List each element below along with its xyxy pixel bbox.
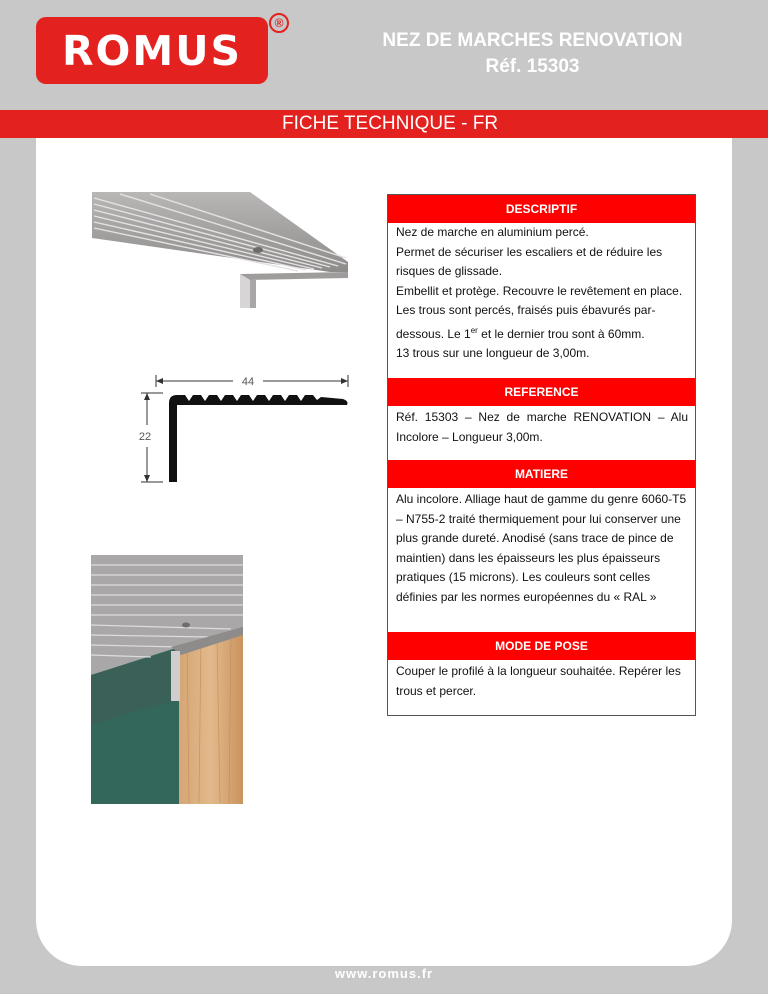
descriptif-body <box>396 223 688 364</box>
descriptif-text: et le dernier trou sont à 60mm. <box>477 326 645 341</box>
romus-logo <box>36 17 268 84</box>
mode-de-pose-body: Couper le profilé à la longueur souhaitée. Repérer les trous et percer. <box>396 664 681 698</box>
descriptif-heading: DESCRIPTIF <box>388 195 695 223</box>
descriptif-line: Embellit et protège. Recouvre le revêtement en place. <box>396 283 683 298</box>
product-reference: Réf. 15303 <box>485 56 580 77</box>
product-photo-profile <box>90 190 350 310</box>
profile-cross-section-drawing <box>133 365 353 485</box>
reference-heading: REFERENCE <box>388 378 695 406</box>
descriptif-line: 13 trous sur une longueur de 3,00m. <box>396 346 590 360</box>
descriptif-text: Les trous sont percés, fraisés puis ébavurés par-dessous. Le 1 <box>396 303 656 341</box>
reference-body: Réf. 15303 – Nez de marche RENOVATION – Alu Incolore – Longueur 3,00m. <box>396 410 688 444</box>
info-table <box>387 194 696 716</box>
product-name: NEZ DE MARCHES RENOVATION <box>382 30 683 51</box>
mode-de-pose-heading: MODE DE POSE <box>388 632 695 660</box>
descriptif-line: Nez de marche en aluminium percé. <box>396 225 589 239</box>
matiere-heading: MATIERE <box>388 460 695 488</box>
product-title <box>365 28 700 80</box>
superscript: er <box>470 325 478 335</box>
height-dimension-label: 22 <box>138 431 152 443</box>
document-type-label: FICHE TECHNIQUE - FR <box>282 113 499 134</box>
width-dimension-label: 44 <box>241 376 255 388</box>
logo-text: ROMUS <box>61 26 243 75</box>
registered-mark-icon: ® <box>269 13 289 33</box>
website-link[interactable]: www.romus.fr <box>334 966 434 981</box>
descriptif-line <box>396 301 688 344</box>
product-photo-installed <box>91 555 243 804</box>
descriptif-line: Permet de sécuriser les escaliers et de réduire les risques de glissade. <box>396 244 663 278</box>
matiere-body: Alu incolore. Alliage haut de gamme du genre 6060-T5 – N755-2 traité thermiquement pour lui conserver une plus grande dureté. Anodisé (sans trace de pince de maintien) dans les épaisseurs les plus épaisseurs pratiques (15 microns). Les couleurs sont celles définies par les normes européennes du « RAL » <box>396 492 687 604</box>
